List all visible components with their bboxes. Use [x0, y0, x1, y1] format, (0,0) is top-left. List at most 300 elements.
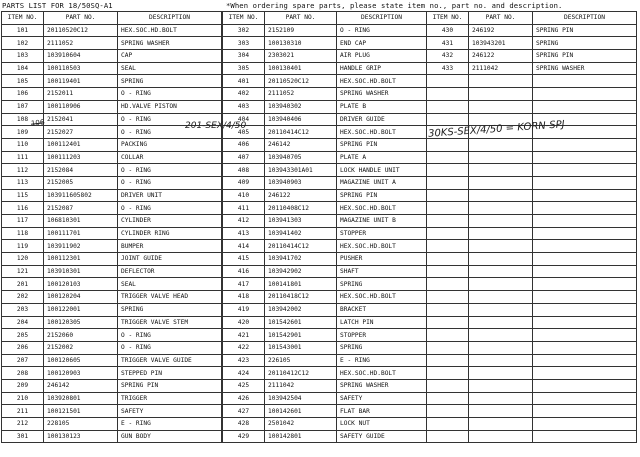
blank-row	[427, 430, 637, 443]
table-row	[2, 176, 222, 189]
part-no-cell: 246142	[265, 138, 337, 151]
description-cell: SEAL	[118, 278, 222, 291]
description-cell: LOCK HANDLE UNIT	[337, 164, 427, 177]
item-no-cell: 409	[223, 176, 265, 189]
description-cell: SPRING	[533, 37, 637, 50]
description-cell: E - RING	[337, 354, 427, 367]
description-cell: HEX.SOC.HD.BOLT	[337, 126, 427, 139]
description-cell: O - RING	[118, 164, 222, 177]
item-no-cell: 304	[223, 50, 265, 63]
table-row	[2, 392, 222, 405]
table-row	[223, 215, 427, 228]
description-cell: AIR PLUG	[337, 50, 427, 63]
description-cell: SPRING PIN	[533, 24, 637, 37]
col-header-description: DESCRIPTION	[533, 12, 637, 25]
blank-cell	[469, 215, 533, 228]
blank-cell	[469, 151, 533, 164]
description-cell: STEPPED PIN	[118, 367, 222, 380]
item-no-cell: 202	[2, 291, 44, 304]
blank-cell	[533, 430, 637, 443]
blank-cell	[427, 189, 469, 202]
table-row	[223, 405, 427, 418]
item-no-cell: 411	[223, 202, 265, 215]
table-row	[223, 50, 427, 63]
item-no-cell: 408	[223, 164, 265, 177]
blank-cell	[469, 176, 533, 189]
part-no-cell: 103911902	[44, 240, 118, 253]
table-row	[2, 37, 222, 50]
item-no-cell: 404	[223, 113, 265, 126]
description-cell: SPRING PIN	[337, 138, 427, 151]
description-cell: SPRING	[337, 278, 427, 291]
description-cell: TRIGGER VALVE GUIDE	[118, 354, 222, 367]
table-row	[2, 265, 222, 278]
description-cell: FLAT BAR	[337, 405, 427, 418]
col-header-part-no: PART NO.	[265, 12, 337, 25]
table-row	[2, 164, 222, 177]
item-no-cell: 111	[2, 151, 44, 164]
item-no-cell: 403	[223, 100, 265, 113]
blank-cell	[427, 88, 469, 101]
description-cell: O - RING	[118, 341, 222, 354]
blank-cell	[533, 227, 637, 240]
item-no-cell: 302	[223, 24, 265, 37]
table-header-row	[223, 12, 427, 25]
blank-cell	[469, 291, 533, 304]
table-row	[223, 126, 427, 139]
table-row	[223, 430, 427, 443]
table-row	[2, 418, 222, 431]
part-no-cell: 20110412C12	[265, 367, 337, 380]
table-row	[223, 379, 427, 392]
blank-cell	[469, 379, 533, 392]
item-no-cell: 108	[2, 113, 44, 126]
description-cell: GUN BODY	[118, 430, 222, 443]
part-no-cell: 246192	[469, 24, 533, 37]
part-no-cell: 246142	[44, 379, 118, 392]
part-no-cell: 103942504	[265, 392, 337, 405]
description-cell: LOCK NUT	[337, 418, 427, 431]
table-row	[427, 62, 637, 75]
part-no-cell: 2152002	[44, 341, 118, 354]
description-cell: HEX.SOC.HD.BOLT	[337, 240, 427, 253]
description-cell: SAFETY GUIDE	[337, 430, 427, 443]
part-no-cell: 226105	[265, 354, 337, 367]
blank-cell	[533, 189, 637, 202]
part-no-cell: 103943301A01	[265, 164, 337, 177]
blank-cell	[427, 291, 469, 304]
item-no-cell: 203	[2, 303, 44, 316]
blank-row	[427, 354, 637, 367]
blank-cell	[469, 88, 533, 101]
table-row	[2, 430, 222, 443]
description-cell: CYLINDER	[118, 215, 222, 228]
table-row	[223, 316, 427, 329]
blank-cell	[533, 329, 637, 342]
item-no-cell: 201	[2, 278, 44, 291]
description-cell: O - RING	[337, 24, 427, 37]
blank-cell	[469, 341, 533, 354]
blank-cell	[427, 329, 469, 342]
description-cell: O - RING	[118, 126, 222, 139]
item-no-cell: 205	[2, 329, 44, 342]
blank-cell	[533, 316, 637, 329]
part-no-cell: 100120103	[44, 278, 118, 291]
blank-cell	[469, 316, 533, 329]
item-no-cell: 422	[223, 341, 265, 354]
description-cell: CAP	[118, 50, 222, 63]
part-no-cell: 103910604	[44, 50, 118, 63]
blank-cell	[427, 240, 469, 253]
item-no-cell: 413	[223, 227, 265, 240]
table-row	[2, 253, 222, 266]
description-cell: CYLINDER RING	[118, 227, 222, 240]
description-cell: PACKING	[118, 138, 222, 151]
blank-cell	[469, 240, 533, 253]
item-no-cell: 405	[223, 126, 265, 139]
table-row	[223, 176, 427, 189]
blank-cell	[533, 164, 637, 177]
blank-cell	[533, 278, 637, 291]
description-cell: HD.VALVE PISTON	[118, 100, 222, 113]
blank-cell	[469, 392, 533, 405]
parts-list-title: PARTS LIST FOR 18/50SQ-A1	[2, 1, 113, 10]
table-row	[223, 392, 427, 405]
table-row	[223, 367, 427, 380]
blank-cell	[427, 379, 469, 392]
item-no-cell: 407	[223, 151, 265, 164]
description-cell: SAFETY	[118, 405, 222, 418]
blank-cell	[469, 430, 533, 443]
table-row	[2, 151, 222, 164]
part-no-cell: 103920801	[44, 392, 118, 405]
item-no-cell: 406	[223, 138, 265, 151]
item-no-cell: 104	[2, 62, 44, 75]
handwritten-strike-mark: 106	[30, 118, 45, 128]
description-cell: SPRING WASHER	[533, 62, 637, 75]
table-row	[223, 418, 427, 431]
table-row	[223, 151, 427, 164]
blank-cell	[533, 100, 637, 113]
blank-cell	[533, 240, 637, 253]
parts-table-3	[426, 11, 637, 443]
part-no-cell: 246122	[469, 50, 533, 63]
part-no-cell: 100110503	[44, 62, 118, 75]
table-row	[223, 62, 427, 75]
table-row	[2, 50, 222, 63]
description-cell: O - RING	[118, 88, 222, 101]
table-row	[2, 88, 222, 101]
table-row	[2, 291, 222, 304]
blank-cell	[427, 430, 469, 443]
item-no-cell: 112	[2, 164, 44, 177]
blank-cell	[533, 151, 637, 164]
blank-cell	[469, 253, 533, 266]
item-no-cell: 113	[2, 176, 44, 189]
table-row	[2, 367, 222, 380]
description-cell: SPRING WASHER	[337, 88, 427, 101]
handwritten-note-row-106: 201-SEX/4/50	[185, 121, 247, 131]
item-no-cell: 410	[223, 189, 265, 202]
description-cell: PLATE B	[337, 100, 427, 113]
blank-cell	[427, 303, 469, 316]
part-no-cell: 103941702	[265, 253, 337, 266]
table-row	[223, 138, 427, 151]
item-no-cell: 421	[223, 329, 265, 342]
table-row	[2, 341, 222, 354]
blank-cell	[469, 418, 533, 431]
item-no-cell: 204	[2, 316, 44, 329]
blank-cell	[533, 75, 637, 88]
item-no-cell: 117	[2, 215, 44, 228]
item-no-cell: 416	[223, 265, 265, 278]
blank-cell	[427, 367, 469, 380]
item-no-cell: 105	[2, 75, 44, 88]
item-no-cell: 206	[2, 341, 44, 354]
blank-cell	[533, 253, 637, 266]
item-no-cell: 210	[2, 392, 44, 405]
table-row	[427, 24, 637, 37]
description-cell: SHAFT	[337, 265, 427, 278]
blank-cell	[427, 278, 469, 291]
part-no-cell: 100111203	[44, 151, 118, 164]
table-row	[2, 379, 222, 392]
blank-cell	[533, 176, 637, 189]
table-row	[2, 202, 222, 215]
part-no-cell: 20110418C12	[265, 291, 337, 304]
description-cell: END CAP	[337, 37, 427, 50]
table-row	[223, 88, 427, 101]
description-cell: SPRING	[118, 303, 222, 316]
description-cell: SPRING PIN	[118, 379, 222, 392]
blank-cell	[469, 75, 533, 88]
item-no-cell: 428	[223, 418, 265, 431]
blank-cell	[427, 418, 469, 431]
table-row	[2, 354, 222, 367]
col-header-description: DESCRIPTION	[118, 12, 222, 25]
blank-cell	[427, 405, 469, 418]
part-no-cell: 103943201	[469, 37, 533, 50]
part-no-cell: 101543001	[265, 341, 337, 354]
part-no-cell: 100120903	[44, 367, 118, 380]
blank-cell	[469, 303, 533, 316]
part-no-cell: 100142601	[265, 405, 337, 418]
blank-row	[427, 75, 637, 88]
description-cell: TRIGGER VALVE HEAD	[118, 291, 222, 304]
part-no-cell: 100141801	[265, 278, 337, 291]
table-row	[223, 189, 427, 202]
col-header-item-no: ITEM NO.	[427, 12, 469, 25]
part-no-cell: 100110906	[44, 100, 118, 113]
blank-cell	[469, 189, 533, 202]
table-row	[223, 240, 427, 253]
description-cell: SPRING	[337, 341, 427, 354]
blank-cell	[469, 227, 533, 240]
blank-cell	[533, 215, 637, 228]
part-no-cell: 2111042	[265, 379, 337, 392]
description-cell: SPRING WASHER	[118, 37, 222, 50]
blank-cell	[427, 227, 469, 240]
blank-cell	[427, 253, 469, 266]
blank-cell	[427, 151, 469, 164]
item-no-cell: 106	[2, 88, 44, 101]
part-no-cell: 100130401	[265, 62, 337, 75]
part-no-cell: 100120305	[44, 316, 118, 329]
part-no-cell: 103910301	[44, 265, 118, 278]
part-no-cell: 100122001	[44, 303, 118, 316]
blank-cell	[427, 354, 469, 367]
description-cell: DEFLECTOR	[118, 265, 222, 278]
item-no-cell: 212	[2, 418, 44, 431]
blank-row	[427, 291, 637, 304]
part-no-cell: 2152087	[44, 202, 118, 215]
blank-cell	[427, 113, 469, 126]
col-header-description: DESCRIPTION	[337, 12, 427, 25]
blank-row	[427, 367, 637, 380]
description-cell: SPRING PIN	[337, 189, 427, 202]
part-no-cell: 100130310	[265, 37, 337, 50]
table-row	[2, 405, 222, 418]
description-cell: HANDLE GRIP	[337, 62, 427, 75]
table-row	[2, 316, 222, 329]
part-no-cell: 100112301	[44, 253, 118, 266]
description-cell: O - RING	[118, 113, 222, 126]
item-no-cell: 303	[223, 37, 265, 50]
blank-cell	[427, 265, 469, 278]
part-no-cell: 2501042	[265, 418, 337, 431]
item-no-cell: 305	[223, 62, 265, 75]
part-no-cell: 2111042	[469, 62, 533, 75]
description-cell: LATCH PIN	[337, 316, 427, 329]
blank-cell	[533, 418, 637, 431]
table-header-row	[427, 12, 637, 25]
item-no-cell: 424	[223, 367, 265, 380]
item-no-cell: 101	[2, 24, 44, 37]
blank-row	[427, 253, 637, 266]
description-cell: COLLAR	[118, 151, 222, 164]
blank-row	[427, 215, 637, 228]
blank-cell	[533, 354, 637, 367]
table-row	[223, 75, 427, 88]
table-row	[2, 240, 222, 253]
description-cell: SAFETY	[337, 392, 427, 405]
blank-cell	[469, 265, 533, 278]
table-row	[223, 291, 427, 304]
blank-cell	[533, 392, 637, 405]
description-cell: O - RING	[118, 329, 222, 342]
blank-row	[427, 316, 637, 329]
part-no-cell: 103940903	[265, 176, 337, 189]
blank-cell	[469, 329, 533, 342]
blank-row	[427, 278, 637, 291]
item-no-cell: 425	[223, 379, 265, 392]
description-cell: TRIGGER	[118, 392, 222, 405]
blank-cell	[427, 138, 469, 151]
table-row	[223, 303, 427, 316]
blank-cell	[469, 100, 533, 113]
item-no-cell: 116	[2, 202, 44, 215]
part-no-cell: 101542901	[265, 329, 337, 342]
part-no-cell: 246122	[265, 189, 337, 202]
item-no-cell: 426	[223, 392, 265, 405]
part-no-cell: 103941303	[265, 215, 337, 228]
handwritten-note-right: 30KS-SEX/4/50 = KORN-SPJ	[427, 119, 566, 140]
blank-cell	[469, 278, 533, 291]
item-no-cell: 207	[2, 354, 44, 367]
item-no-cell: 120	[2, 253, 44, 266]
part-no-cell: 2152060	[44, 329, 118, 342]
blank-cell	[533, 138, 637, 151]
item-no-cell: 102	[2, 37, 44, 50]
col-header-part-no: PART NO.	[469, 12, 533, 25]
description-cell: HEX.SOC.HD.BOLT	[337, 291, 427, 304]
blank-row	[427, 379, 637, 392]
blank-row	[427, 202, 637, 215]
table-row	[2, 62, 222, 75]
item-no-cell: 301	[2, 430, 44, 443]
description-cell: SEAL	[118, 62, 222, 75]
part-no-cell: 103940705	[265, 151, 337, 164]
blank-cell	[427, 341, 469, 354]
blank-row	[427, 227, 637, 240]
part-no-cell: 100121501	[44, 405, 118, 418]
item-no-cell: 107	[2, 100, 44, 113]
part-no-cell: 20110414C12	[265, 126, 337, 139]
col-header-part-no: PART NO.	[44, 12, 118, 25]
blank-row	[427, 176, 637, 189]
table-row	[223, 329, 427, 342]
description-cell: O - RING	[118, 202, 222, 215]
description-cell: STOPPER	[337, 227, 427, 240]
blank-row	[427, 392, 637, 405]
description-cell: TRIGGER VALVE STEM	[118, 316, 222, 329]
blank-cell	[533, 291, 637, 304]
item-no-cell: 412	[223, 215, 265, 228]
description-cell: PLATE A	[337, 151, 427, 164]
item-no-cell: 109	[2, 126, 44, 139]
part-no-cell: 103940406	[265, 113, 337, 126]
table-row	[2, 24, 222, 37]
part-no-cell: 106810301	[44, 215, 118, 228]
table-header-row	[2, 12, 222, 25]
table-row	[2, 215, 222, 228]
table-row	[2, 138, 222, 151]
col-header-item-no: ITEM NO.	[223, 12, 265, 25]
description-cell: JOINT GUIDE	[118, 253, 222, 266]
blank-cell	[427, 202, 469, 215]
item-no-cell: 423	[223, 354, 265, 367]
part-no-cell: 2111052	[44, 37, 118, 50]
blank-cell	[533, 202, 637, 215]
table-row	[2, 303, 222, 316]
item-no-cell: 430	[427, 24, 469, 37]
part-no-cell: 100111701	[44, 227, 118, 240]
part-no-cell: 20110408C12	[265, 202, 337, 215]
blank-cell	[427, 176, 469, 189]
description-cell: DRIVER UNIT	[118, 189, 222, 202]
part-no-cell: 2152011	[44, 88, 118, 101]
item-no-cell: 418	[223, 291, 265, 304]
description-cell: PUSHER	[337, 253, 427, 266]
item-no-cell: 119	[2, 240, 44, 253]
blank-row	[427, 88, 637, 101]
item-no-cell: 415	[223, 253, 265, 266]
blank-cell	[427, 75, 469, 88]
blank-cell	[427, 316, 469, 329]
description-cell: BUMPER	[118, 240, 222, 253]
part-no-cell: 100120605	[44, 354, 118, 367]
table-row	[223, 100, 427, 113]
